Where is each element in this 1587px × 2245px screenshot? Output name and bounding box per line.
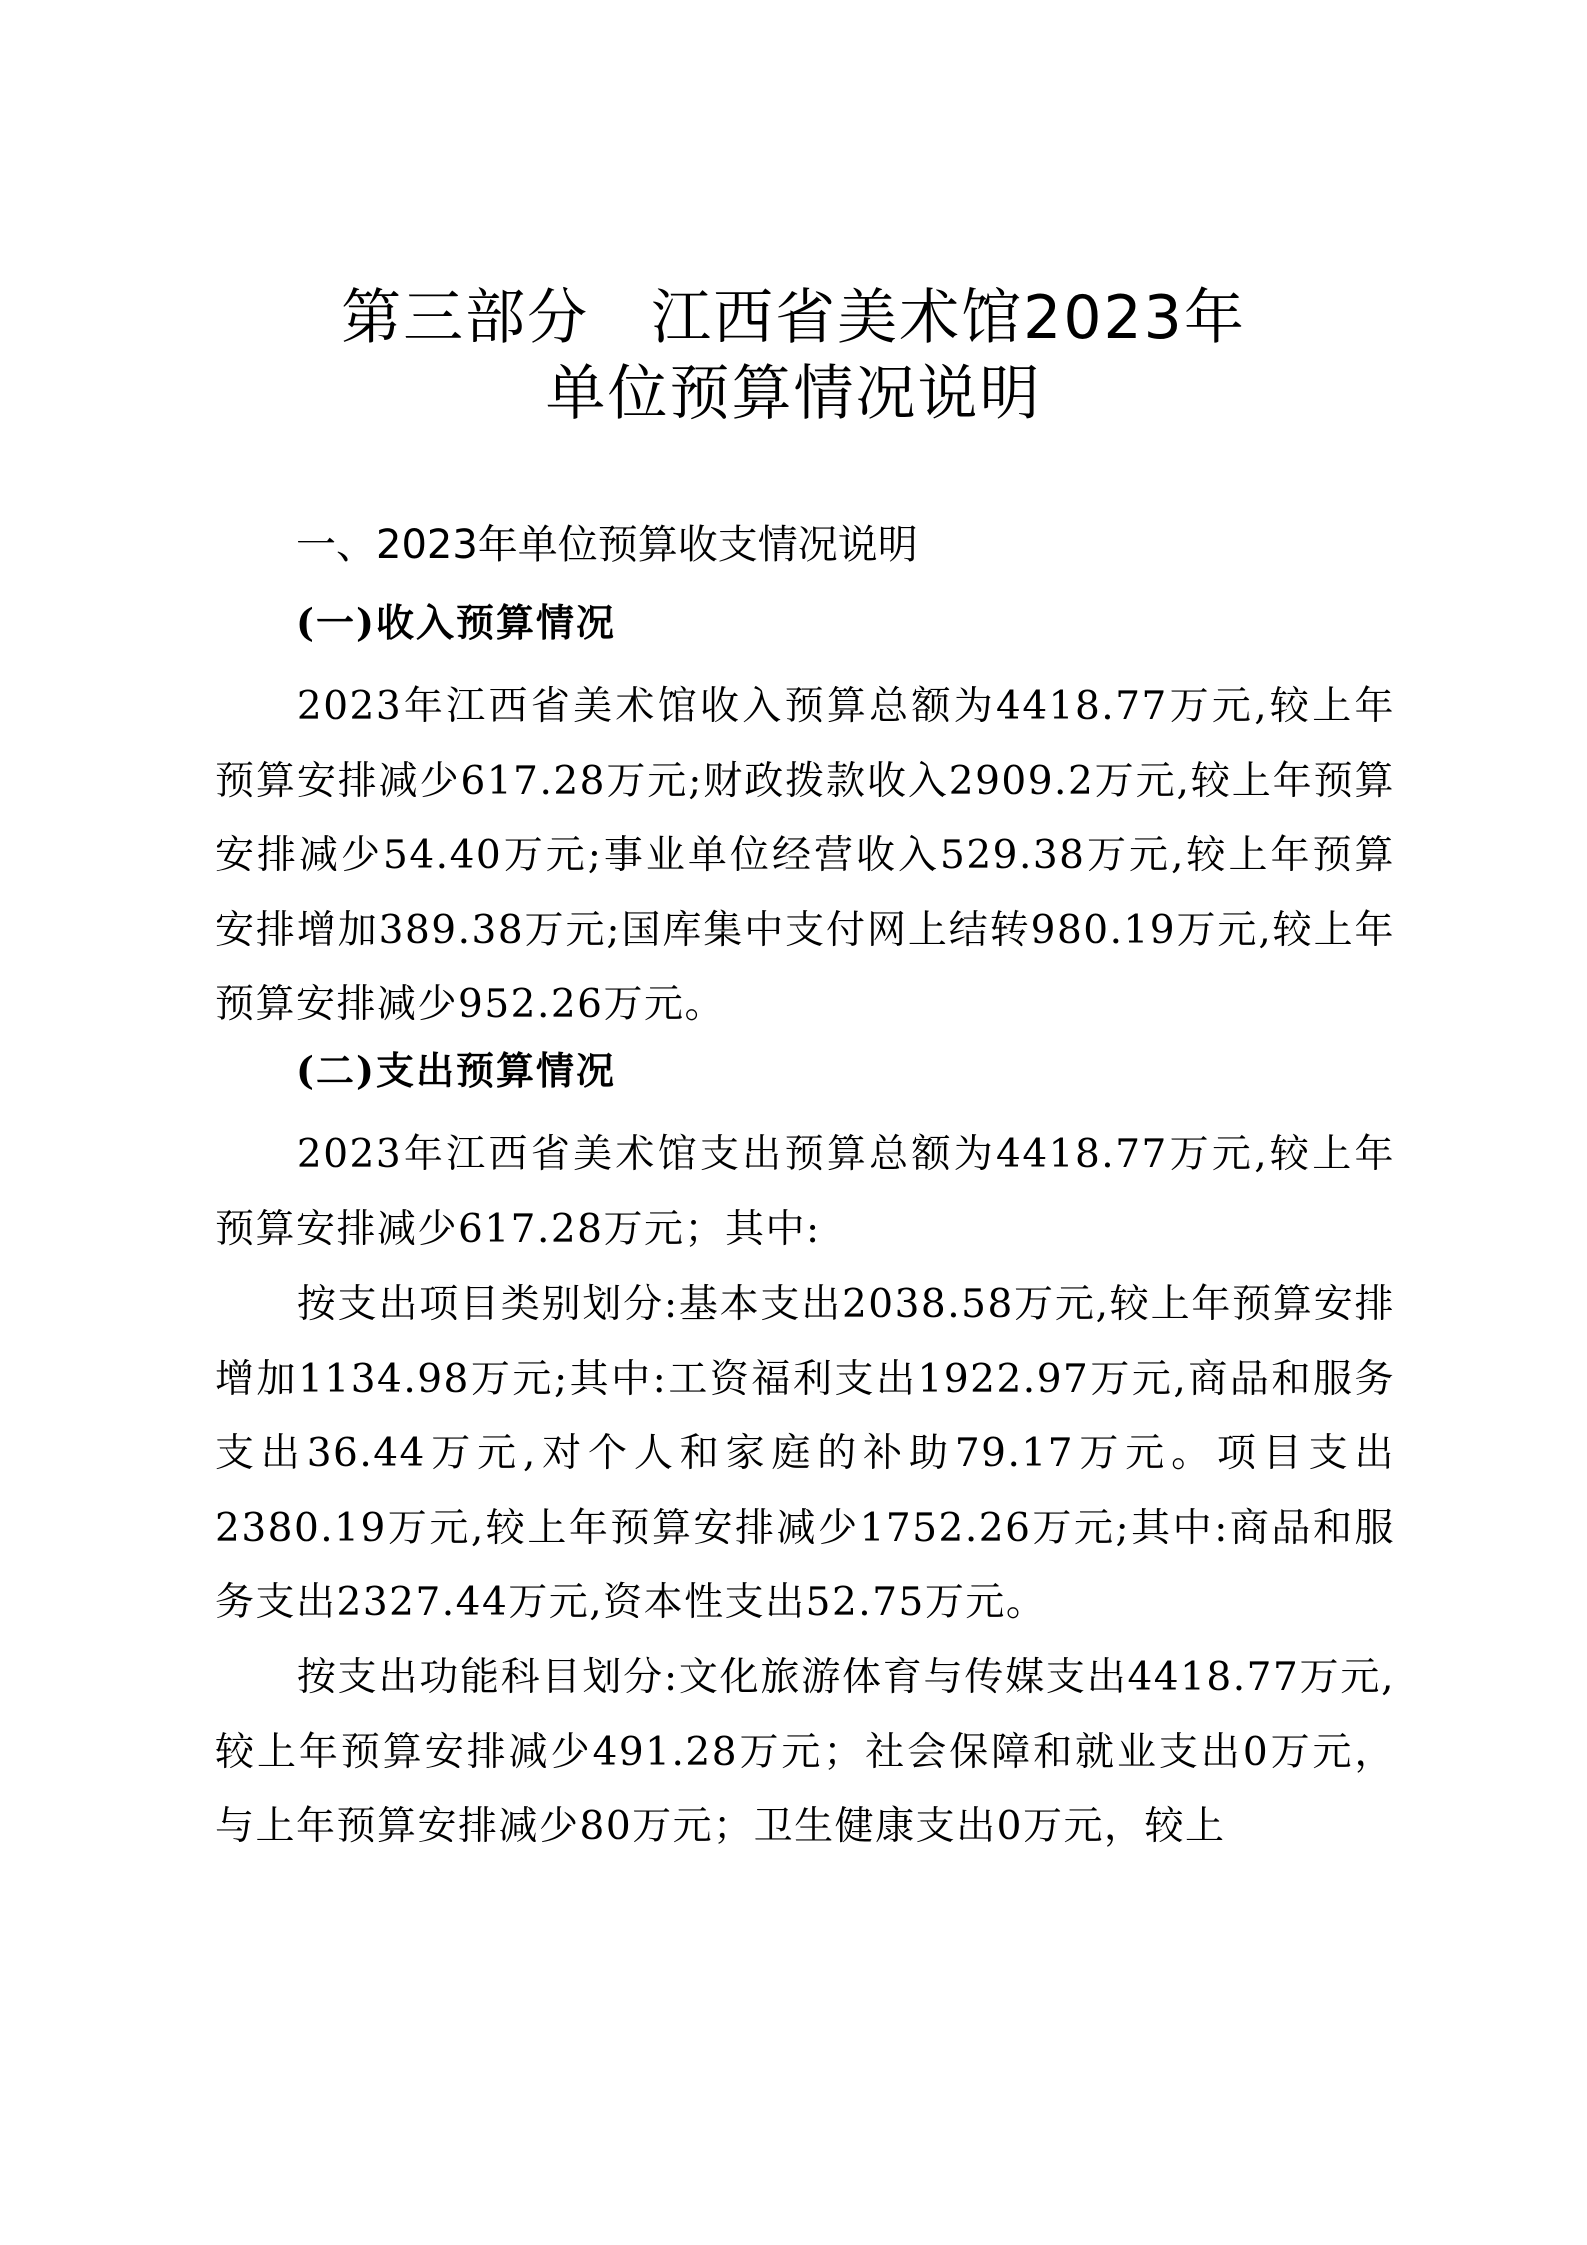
- subsection-heading-income: (一)收入预算情况: [296, 600, 616, 645]
- expense-by-category-paragraph: 按支出项目类别划分:基本支出2038.58万元,较上年预算安排增加1134.98万元;其中:工资福利支出1922.97万元,商品和服务支出36.44万元,对个人和家庭的补助79.17万元。项目支出2380.19万元,较上年预算安排减少1752.26万元;其中:商品和服务支出2327.44万元,资本性支出52.75万元。: [215, 1282, 1395, 1625]
- section-heading-budget-overview: 一、2023年单位预算收支情况说明: [296, 522, 918, 568]
- income-paragraph: 2023年江西省美术馆收入预算总额为4418.77万元,较上年预算安排减少617.28万元;财政拨款收入2909.2万元,较上年预算安排减少54.40万元;事业单位经营收入529.38万元,较上年预算安排增加389.38万元;国库集中支付网上结转980.19万元,较上年预算安排减少952.26万元。: [215, 684, 1395, 1027]
- page-title-line-2: 单位预算情况说明: [545, 359, 1042, 429]
- subsection-heading-expense: (二)支出预算情况: [296, 1048, 616, 1093]
- expense-total-paragraph: 2023年江西省美术馆支出预算总额为4418.77万元,较上年预算安排减少617.28万元；其中:: [215, 1132, 1395, 1252]
- page-title-line-1: 第三部分 江西省美术馆2023年: [341, 283, 1246, 353]
- expense-by-function-paragraph: 按支出功能科目划分:文化旅游体育与传媒支出4418.77万元,较上年预算安排减少491.28万元；社会保障和就业支出0万元，与上年预算安排减少80万元；卫生健康支出0万元，较上: [215, 1655, 1395, 1849]
